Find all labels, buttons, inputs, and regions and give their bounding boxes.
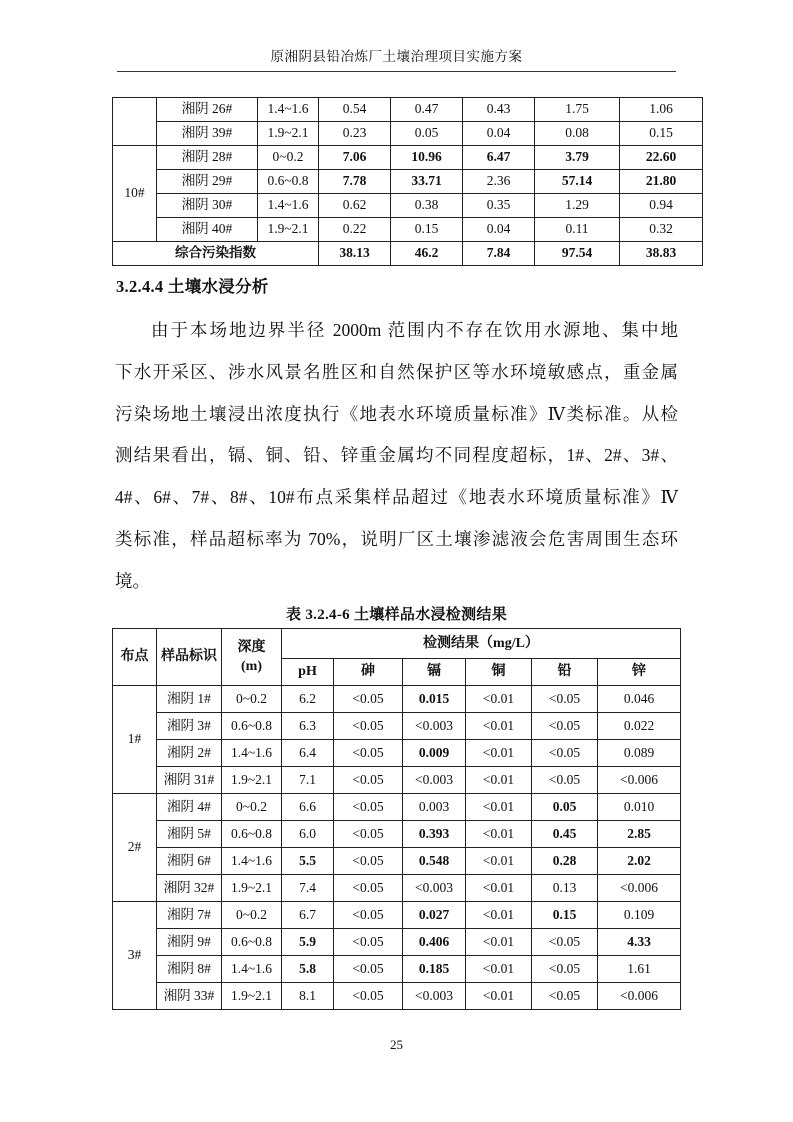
point-cell: 3# (113, 902, 157, 1010)
value-cell: 0.109 (598, 902, 681, 929)
table-row (113, 767, 681, 794)
value-cell: 0.046 (598, 686, 681, 713)
value-cell: 0.11 (535, 218, 620, 242)
value-cell: 0.05 (391, 122, 463, 146)
value-cell: 5.5 (282, 848, 334, 875)
value-cell: 6.0 (282, 821, 334, 848)
value-cell: 0.548 (403, 848, 466, 875)
value-cell: 0.35 (463, 194, 535, 218)
header-row (113, 629, 681, 659)
running-header: 原湘阴县铅冶炼厂土壤治理项目实施方案 (270, 49, 523, 64)
value-cell: 0.43 (463, 98, 535, 122)
composite-index-value: 38.13 (319, 242, 391, 266)
value-cell: 8.1 (282, 983, 334, 1010)
table-row (113, 686, 681, 713)
depth-cell: 1.4~1.6 (222, 740, 282, 767)
value-cell: 0.010 (598, 794, 681, 821)
depth-cell: 0.6~0.8 (258, 170, 319, 194)
value-cell: <0.05 (532, 686, 598, 713)
value-cell: <0.05 (334, 929, 403, 956)
value-cell: 4.33 (598, 929, 681, 956)
sample-cell: 湘阴 8# (157, 956, 222, 983)
depth-cell: 1.9~2.1 (222, 983, 282, 1010)
depth-cell: 1.4~1.6 (258, 194, 319, 218)
value-cell: 0.62 (319, 194, 391, 218)
value-cell: 0.08 (535, 122, 620, 146)
depth-cell: 0.6~0.8 (222, 713, 282, 740)
value-cell: 21.80 (620, 170, 703, 194)
sample-cell: 湘阴 29# (157, 170, 258, 194)
value-cell: 0.027 (403, 902, 466, 929)
value-cell: 2.36 (463, 170, 535, 194)
sample-cell: 湘阴 26# (157, 98, 258, 122)
value-cell: 6.4 (282, 740, 334, 767)
table-row (113, 194, 703, 218)
table-row (113, 956, 681, 983)
value-cell: 0.15 (391, 218, 463, 242)
value-cell: 0.47 (391, 98, 463, 122)
value-cell: <0.05 (334, 740, 403, 767)
value-cell: 0.393 (403, 821, 466, 848)
sample-cell: 湘阴 32# (157, 875, 222, 902)
sample-cell: 湘阴 1# (157, 686, 222, 713)
value-cell: <0.05 (334, 713, 403, 740)
composite-index-row (113, 242, 703, 266)
value-cell: <0.05 (334, 686, 403, 713)
value-cell: 7.06 (319, 146, 391, 170)
value-cell: 6.2 (282, 686, 334, 713)
value-cell: 3.79 (535, 146, 620, 170)
header-results-group: 检测结果（mg/L） (282, 629, 681, 659)
header-depth (222, 629, 282, 686)
composite-index-value: 38.83 (620, 242, 703, 266)
point-cell (113, 98, 157, 146)
value-cell: <0.05 (532, 956, 598, 983)
value-cell: <0.05 (532, 767, 598, 794)
sample-cell: 湘阴 7# (157, 902, 222, 929)
paragraph-line: 污染场地土壤浸出浓度执行《地表水环境质量标准》Ⅳ类标准。从检 (115, 403, 678, 424)
value-cell: 0.185 (403, 956, 466, 983)
value-cell: <0.01 (466, 686, 532, 713)
value-cell: <0.05 (334, 848, 403, 875)
value-cell: 1.75 (535, 98, 620, 122)
value-cell: 1.06 (620, 98, 703, 122)
value-cell: 0.45 (532, 821, 598, 848)
value-cell: <0.01 (466, 740, 532, 767)
sample-cell: 湘阴 39# (157, 122, 258, 146)
value-cell: <0.05 (532, 713, 598, 740)
point-cell: 2# (113, 794, 157, 902)
table-caption: 表 3.2.4-6 土壤样品水浸检测结果 (286, 607, 507, 623)
value-cell: 6.7 (282, 902, 334, 929)
value-cell: <0.01 (466, 794, 532, 821)
value-cell: 7.4 (282, 875, 334, 902)
value-cell: 0.015 (403, 686, 466, 713)
value-cell: 10.96 (391, 146, 463, 170)
value-cell: 0.28 (532, 848, 598, 875)
composite-index-label: 综合污染指数 (113, 242, 319, 266)
table-row (113, 848, 681, 875)
value-cell: <0.05 (532, 740, 598, 767)
header-param: 铅 (532, 659, 598, 686)
value-cell: 0.15 (532, 902, 598, 929)
value-cell: <0.01 (466, 983, 532, 1010)
depth-cell: 0~0.2 (258, 146, 319, 170)
value-cell: 33.71 (391, 170, 463, 194)
sample-cell: 湘阴 31# (157, 767, 222, 794)
depth-cell: 0~0.2 (222, 794, 282, 821)
table-row (113, 122, 703, 146)
value-cell: <0.05 (532, 929, 598, 956)
value-cell: 5.8 (282, 956, 334, 983)
body-paragraph (115, 310, 678, 603)
sample-cell: 湘阴 9# (157, 929, 222, 956)
header-param: 锌 (598, 659, 681, 686)
depth-cell: 0.6~0.8 (222, 929, 282, 956)
value-cell: <0.003 (403, 767, 466, 794)
sample-cell: 湘阴 3# (157, 713, 222, 740)
value-cell: <0.006 (598, 767, 681, 794)
paragraph-line: 类标准，样品超标率为 70%，说明厂区土壤渗滤液会危害周围生态环 (115, 528, 678, 549)
point-cell: 1# (113, 686, 157, 794)
value-cell: 0.04 (463, 122, 535, 146)
header-depth-unit: (m) (241, 659, 262, 674)
paragraph-line: 测结果看出，镉、铜、铅、锌重金属均不同程度超标，1#、2#、3#、 (115, 445, 678, 466)
value-cell: 6.3 (282, 713, 334, 740)
value-cell: 1.61 (598, 956, 681, 983)
value-cell: <0.01 (466, 767, 532, 794)
paragraph-line: 下水开采区、涉水风景名胜区和自然保护区等水环境敏感点，重金属 (115, 361, 678, 382)
value-cell: 0.05 (532, 794, 598, 821)
value-cell: <0.003 (403, 713, 466, 740)
sample-cell: 湘阴 2# (157, 740, 222, 767)
value-cell: <0.05 (334, 956, 403, 983)
value-cell: <0.05 (334, 875, 403, 902)
composite-index-value: 7.84 (463, 242, 535, 266)
value-cell: <0.01 (466, 902, 532, 929)
value-cell: 22.60 (620, 146, 703, 170)
table-row (113, 875, 681, 902)
value-cell: <0.05 (334, 821, 403, 848)
value-cell: 1.29 (535, 194, 620, 218)
value-cell: 0.22 (319, 218, 391, 242)
value-cell: <0.01 (466, 821, 532, 848)
value-cell: <0.01 (466, 713, 532, 740)
paragraph-line: 境。 (115, 570, 150, 591)
header-param: 砷 (334, 659, 403, 686)
sample-cell: 湘阴 6# (157, 848, 222, 875)
value-cell: 0.406 (403, 929, 466, 956)
header-param: pH (282, 659, 334, 686)
value-cell: 2.02 (598, 848, 681, 875)
table-row (113, 146, 703, 170)
page-number: 25 (390, 1037, 403, 1052)
header-sample: 样品标识 (157, 629, 222, 686)
table-row (113, 821, 681, 848)
sample-cell: 湘阴 30# (157, 194, 258, 218)
value-cell: <0.01 (466, 956, 532, 983)
value-cell: 0.38 (391, 194, 463, 218)
value-cell: <0.006 (598, 875, 681, 902)
value-cell: <0.05 (334, 983, 403, 1010)
value-cell: <0.01 (466, 875, 532, 902)
point-cell: 10# (113, 146, 157, 242)
table-row (113, 983, 681, 1010)
value-cell: <0.01 (466, 929, 532, 956)
section-heading: 3.2.4.4 土壤水浸分析 (116, 277, 269, 296)
value-cell: 0.23 (319, 122, 391, 146)
value-cell: 0.94 (620, 194, 703, 218)
value-cell: 0.022 (598, 713, 681, 740)
value-cell: 0.32 (620, 218, 703, 242)
value-cell: 0.003 (403, 794, 466, 821)
value-cell: <0.003 (403, 983, 466, 1010)
depth-cell: 0.6~0.8 (222, 821, 282, 848)
value-cell: 0.54 (319, 98, 391, 122)
depth-cell: 1.4~1.6 (222, 848, 282, 875)
sample-cell: 湘阴 40# (157, 218, 258, 242)
composite-index-value: 97.54 (535, 242, 620, 266)
value-cell: <0.003 (403, 875, 466, 902)
depth-cell: 1.9~2.1 (222, 875, 282, 902)
value-cell: 6.6 (282, 794, 334, 821)
paragraph-line: 由于本场地边界半径 2000m 范围内不存在饮用水源地、集中地 (151, 320, 678, 340)
depth-cell: 1.9~2.1 (258, 122, 319, 146)
table-row (113, 713, 681, 740)
table-row (113, 902, 681, 929)
table-row (113, 218, 703, 242)
table-row (113, 929, 681, 956)
value-cell: <0.05 (334, 767, 403, 794)
value-cell: <0.01 (466, 848, 532, 875)
value-cell: <0.05 (334, 794, 403, 821)
continued-results-table (112, 97, 703, 266)
value-cell: 6.47 (463, 146, 535, 170)
table-row (113, 794, 681, 821)
value-cell: <0.006 (598, 983, 681, 1010)
depth-cell: 1.4~1.6 (222, 956, 282, 983)
header-param: 镉 (403, 659, 466, 686)
header-point: 布点 (113, 629, 157, 686)
value-cell: 2.85 (598, 821, 681, 848)
depth-cell: 1.9~2.1 (222, 767, 282, 794)
value-cell: 7.78 (319, 170, 391, 194)
value-cell: <0.05 (334, 902, 403, 929)
value-cell: 57.14 (535, 170, 620, 194)
leaching-results-table (112, 628, 681, 1010)
header-depth-label: 深度 (237, 639, 266, 655)
depth-cell: 1.9~2.1 (258, 218, 319, 242)
depth-cell: 1.4~1.6 (258, 98, 319, 122)
table-row (113, 740, 681, 767)
sample-cell: 湘阴 28# (157, 146, 258, 170)
value-cell: <0.05 (532, 983, 598, 1010)
table-row (113, 170, 703, 194)
table-row (113, 98, 703, 122)
header-rule (117, 71, 676, 72)
value-cell: 0.04 (463, 218, 535, 242)
value-cell: 0.089 (598, 740, 681, 767)
sample-cell: 湘阴 33# (157, 983, 222, 1010)
paragraph-line: 4#、6#、7#、8#、10#布点采集样品超过《地表水环境质量标准》Ⅳ (115, 487, 678, 508)
depth-cell: 0~0.2 (222, 902, 282, 929)
value-cell: 0.009 (403, 740, 466, 767)
composite-index-value: 46.2 (391, 242, 463, 266)
depth-cell: 0~0.2 (222, 686, 282, 713)
value-cell: 5.9 (282, 929, 334, 956)
value-cell: 0.15 (620, 122, 703, 146)
value-cell: 0.13 (532, 875, 598, 902)
value-cell: 7.1 (282, 767, 334, 794)
sample-cell: 湘阴 5# (157, 821, 222, 848)
header-param: 铜 (466, 659, 532, 686)
sample-cell: 湘阴 4# (157, 794, 222, 821)
